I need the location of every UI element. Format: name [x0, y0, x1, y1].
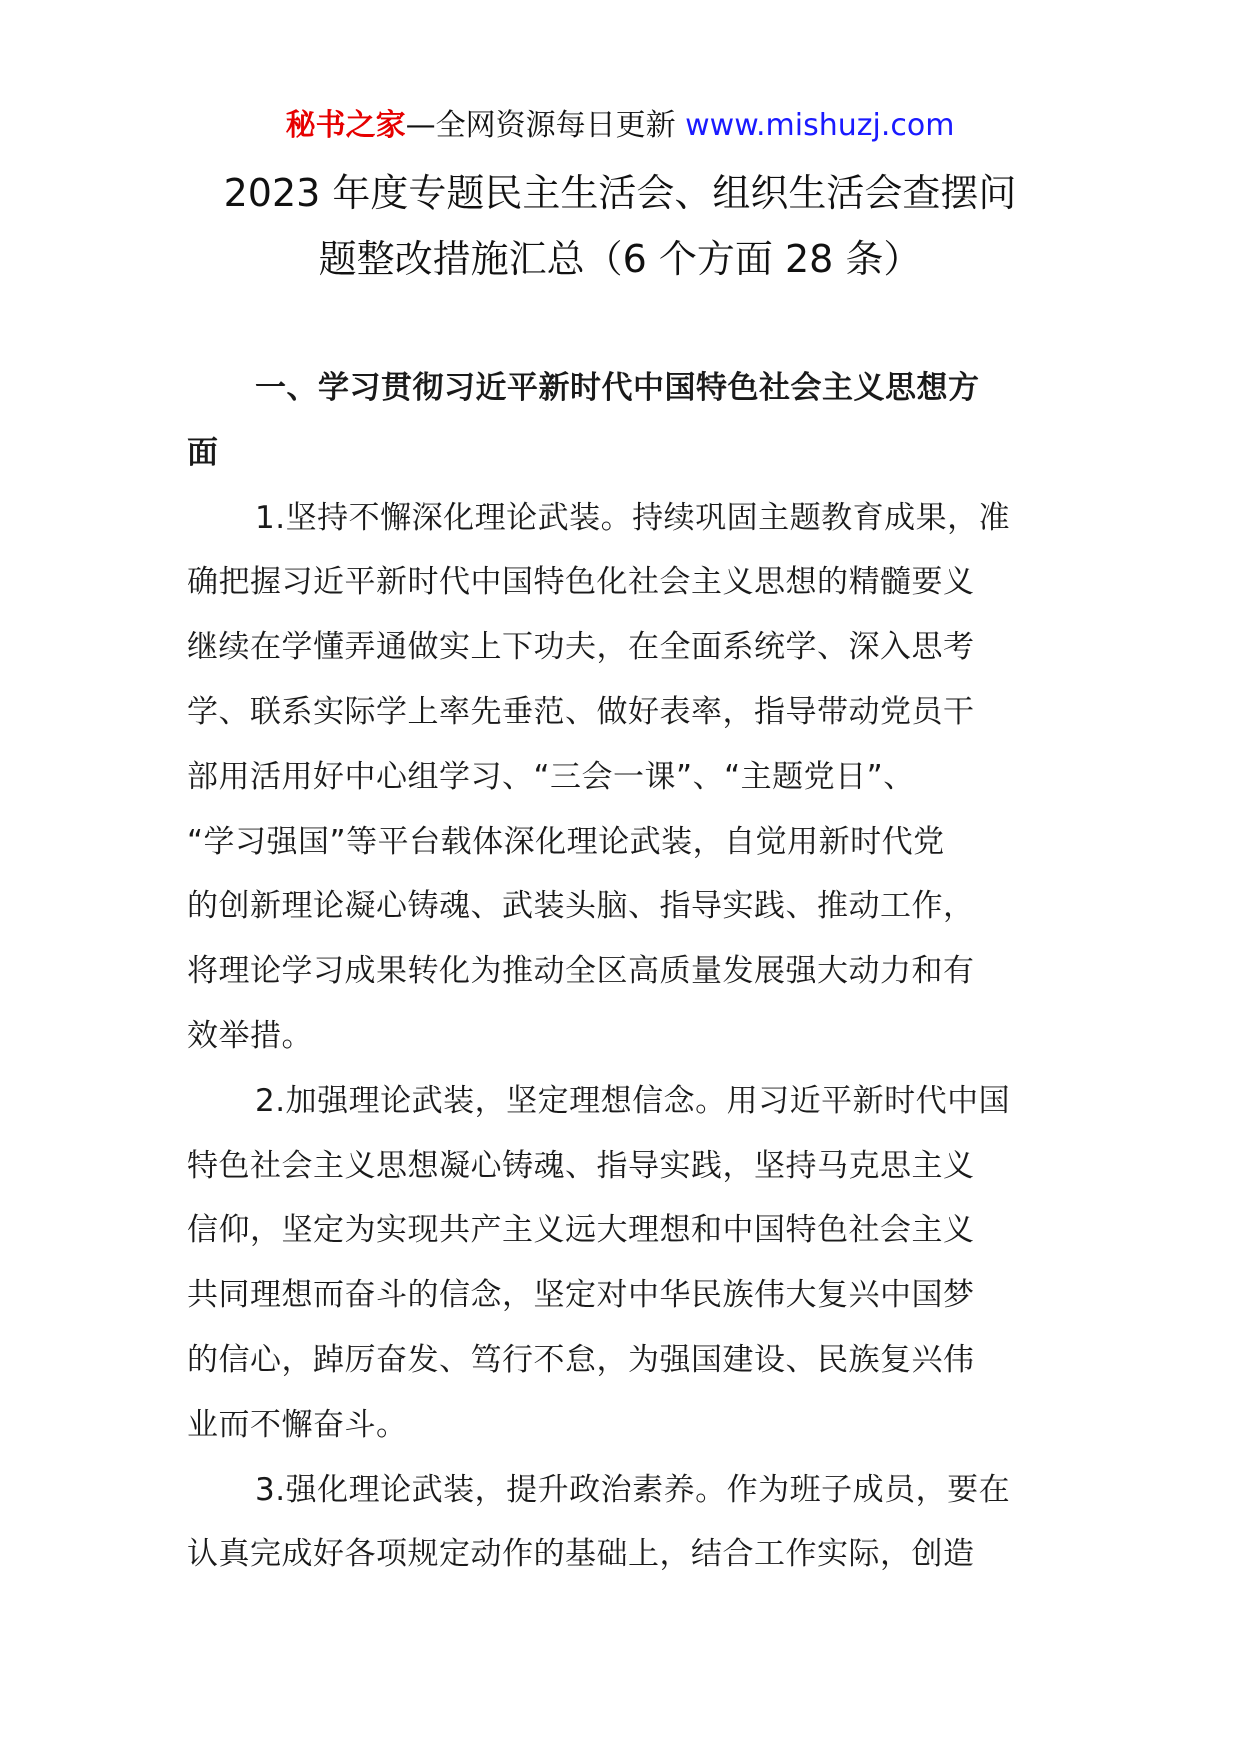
- heading-line: 面: [187, 434, 219, 471]
- paragraph-line: 3.强化理论武装，提升政治素养。作为班子成员，要在: [255, 1471, 1011, 1508]
- document-body: [187, 356, 1055, 1587]
- site-banner: [0, 104, 1240, 148]
- paragraph-line: 1.坚持不懈深化理论武装。持续巩固主题教育成果，准: [255, 499, 1011, 536]
- paragraph-1: [187, 486, 1055, 1069]
- title-line: 2023 年度专题民主生活会、组织生活会查摆问: [223, 171, 1017, 215]
- document-title: [150, 160, 1090, 292]
- paragraph-line: 的创新理论凝心铸魂、武装头脑、指导实践、推动工作，: [187, 888, 975, 925]
- paragraph-line: 信仰，坚定为实现共产主义远大理想和中国特色社会主义: [187, 1212, 975, 1249]
- paragraph-3: [187, 1458, 1055, 1588]
- heading-line: 一、学习贯彻习近平新时代中国特色社会主义思想方: [255, 370, 980, 406]
- paragraph-line: 业而不懈奋斗。: [187, 1406, 408, 1443]
- paragraph-line: 共同理想而奋斗的信念，坚定对中华民族伟大复兴中国梦: [187, 1277, 975, 1314]
- section-heading: [187, 356, 1055, 486]
- paragraph-line: 2.加强理论武装，坚定理想信念。用习近平新时代中国: [255, 1082, 1011, 1119]
- banner-brand: 秘书之家: [285, 108, 406, 143]
- paragraph-line: 部用活用好中心组学习、“三会一课”、“主题党日”、: [187, 758, 915, 795]
- title-line: 题整改措施汇总（6 个方面 28 条）: [318, 237, 922, 281]
- banner-url[interactable]: www.mishuzj.com: [685, 108, 955, 143]
- paragraph-2: [187, 1069, 1055, 1458]
- paragraph-line: 学、联系实际学上率先垂范、做好表率，指导带动党员干: [187, 693, 975, 730]
- paragraph-line: 认真完成好各项规定动作的基础上，结合工作实际，创造: [187, 1536, 975, 1573]
- banner-slogan: —全网资源每日更新: [405, 108, 686, 143]
- paragraph-line: 将理论学习成果转化为推动全区高质量发展强大动力和有: [187, 953, 975, 990]
- paragraph-line: 特色社会主义思想凝心铸魂、指导实践，坚持马克思主义: [187, 1147, 975, 1184]
- paragraph-line: 效举措。: [187, 1017, 313, 1054]
- paragraph-line: 的信心，踔厉奋发、笃行不怠，为强国建设、民族复兴伟: [187, 1341, 975, 1378]
- paragraph-line: 继续在学懂弄通做实上下功夫，在全面系统学、深入思考: [187, 629, 975, 666]
- paragraph-line: 确把握习近平新时代中国特色化社会主义思想的精髓要义: [187, 564, 975, 601]
- paragraph-line: “学习强国”等平台载体深化理论武装，自觉用新时代党: [187, 823, 945, 860]
